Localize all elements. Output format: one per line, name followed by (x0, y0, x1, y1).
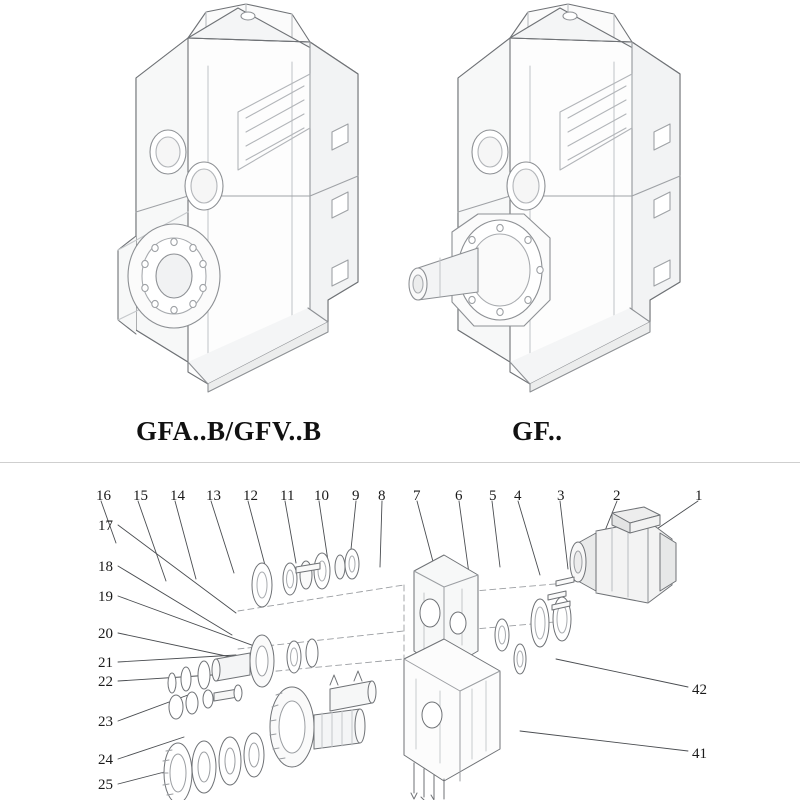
callout-1: 1 (695, 488, 703, 504)
gearbox-drawing-gf (400, 0, 710, 400)
callout-18: 18 (98, 559, 113, 575)
callout-22: 22 (98, 674, 113, 690)
callout-16: 16 (96, 488, 111, 504)
callout-6: 6 (455, 488, 463, 504)
callout-21: 21 (98, 655, 113, 671)
callout-17: 17 (98, 518, 113, 534)
callout-11: 11 (280, 488, 295, 504)
exploded-view-band (0, 463, 800, 800)
caption-gf: GF.. (512, 416, 563, 446)
caption-gfa-b-gfv-b: GFA..B/GFV..B (136, 416, 322, 446)
callout-20: 20 (98, 626, 113, 642)
callout-2: 2 (613, 488, 621, 504)
callout-10: 10 (314, 488, 329, 504)
callout-13: 13 (206, 488, 221, 504)
callout-14: 14 (170, 488, 185, 504)
exploded-assembly-drawing (0, 463, 800, 800)
callout-24: 24 (98, 752, 113, 768)
callout-12: 12 (243, 488, 258, 504)
callout-25: 25 (98, 777, 113, 793)
gearbox-drawing-gfa-b (96, 0, 396, 400)
callout-42: 42 (692, 682, 707, 698)
callout-4: 4 (514, 488, 522, 504)
callout-19: 19 (98, 589, 113, 605)
callout-8: 8 (378, 488, 386, 504)
callout-3: 3 (557, 488, 565, 504)
callout-41: 41 (692, 746, 707, 762)
callout-9: 9 (352, 488, 360, 504)
callout-23: 23 (98, 714, 113, 730)
callout-15: 15 (133, 488, 148, 504)
callout-7: 7 (413, 488, 421, 504)
callout-5: 5 (489, 488, 497, 504)
